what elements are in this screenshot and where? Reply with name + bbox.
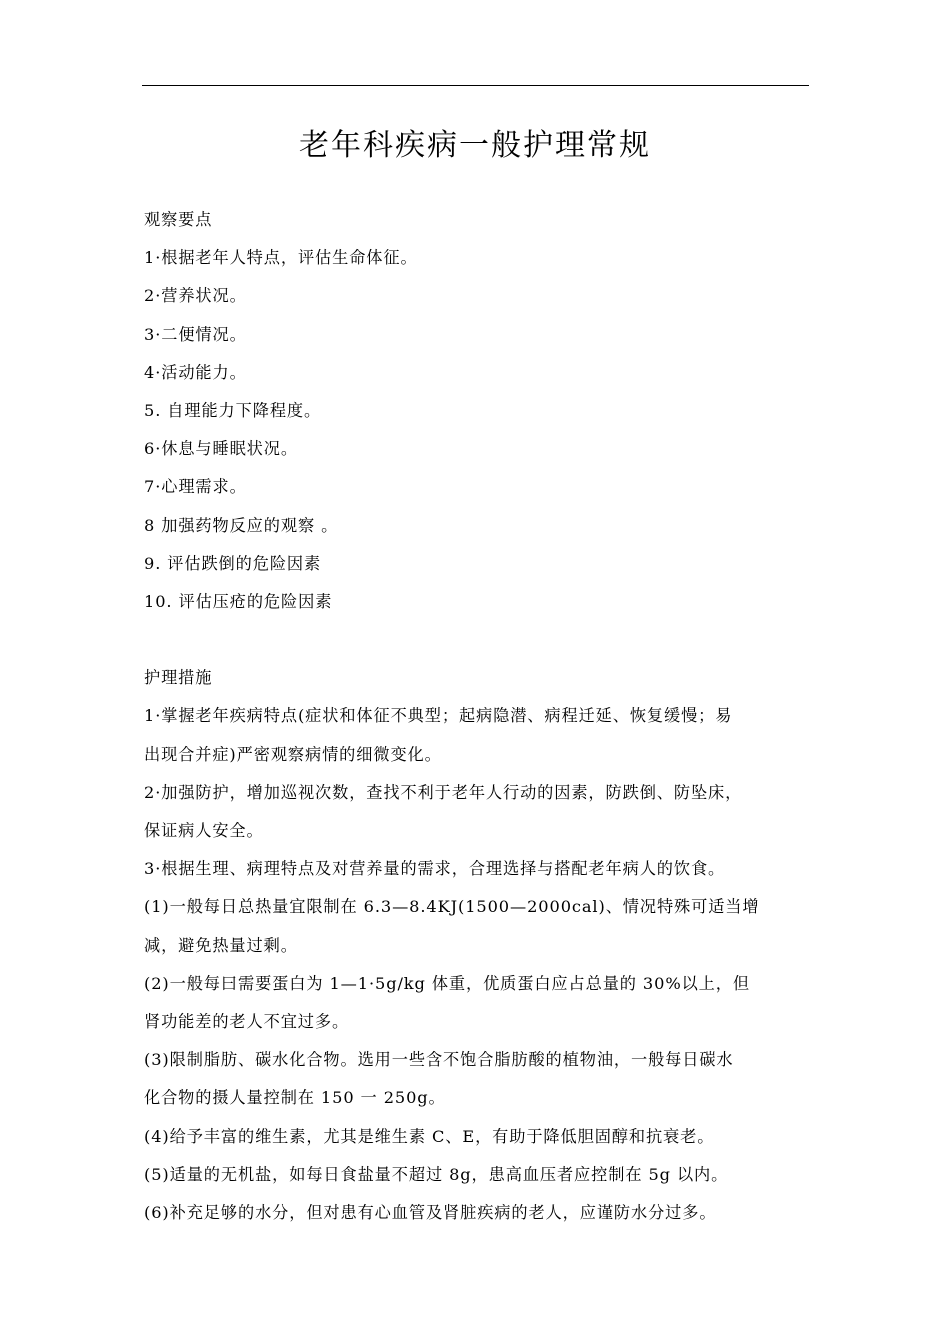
measure-line: (4)给予丰富的维生素，尤其是维生素 C、E，有助于降低胆固醇和抗衰老。 xyxy=(144,1126,715,1146)
measures-section xyxy=(144,659,812,1232)
measure-line: 3·根据生理、病理特点及对营养量的需求，合理选择与搭配老年病人的饮食。 xyxy=(144,859,726,879)
header-rule xyxy=(142,85,809,86)
section-heading-observation: 观察要点 xyxy=(144,210,213,229)
observation-item: 2·营养状况。 xyxy=(144,286,247,306)
measure-line: 2·加强防护，增加巡视次数，查找不利于老年人行动的因素，防跌倒、防坠床， xyxy=(144,782,743,802)
measure-line: 肾功能差的老人不宜过多。 xyxy=(144,1012,350,1032)
observation-item: 9. 评估跌倒的危险因素 xyxy=(144,553,322,573)
document-title: 老年科疾病一般护理常规 xyxy=(299,128,651,164)
observation-item: 10. 评估压疮的危险因素 xyxy=(144,592,333,612)
measure-line: (5)适量的无机盐，如每日食盐量不超过 8g，患高血压者应控制在 5g 以内。 xyxy=(144,1164,729,1184)
observation-item: 6·休息与睡眠状况。 xyxy=(144,439,298,459)
measure-line: 保证病人安全。 xyxy=(144,821,264,841)
measure-line: (1)一般每日总热量宜限制在 6.3—8.4KJ(1500—2000cal)、情况特殊可适当增 xyxy=(144,897,760,917)
observation-item: 5. 自理能力下降程度。 xyxy=(144,401,322,421)
measure-line: 减，避免热量过剩。 xyxy=(144,935,298,955)
section-heading-measures: 护理措施 xyxy=(144,668,213,688)
observation-section xyxy=(144,201,812,621)
section-spacer xyxy=(144,621,812,659)
observation-item: 8 加强药物反应的观察 。 xyxy=(144,515,339,535)
measure-line: (2)一般每曰需要蛋白为 1—1·5g/kg 体重，优质蛋白应占总量的 30%以上，但 xyxy=(144,973,750,993)
measure-line: 1·掌握老年疾病特点(症状和体征不典型；起病隐潜、病程迁延、恢复缓慢；易 xyxy=(144,706,733,726)
observation-item: 7·心理需求。 xyxy=(144,477,247,497)
observation-item: 1·根据老年人特点，评估生命体征。 xyxy=(144,248,418,268)
measure-line: 化合物的摄人量控制在 150 一 250g。 xyxy=(144,1088,446,1108)
measure-line: (3)限制脂肪、碳水化合物。选用一些含不饱合脂肪酸的植物油，一般每日碳水 xyxy=(144,1050,734,1070)
observation-item: 4·活动能力。 xyxy=(144,362,247,382)
document-body xyxy=(144,201,812,1232)
measure-line: 出现合并症)严密观察病情的细微变化。 xyxy=(144,744,442,764)
observation-item: 3·二便情况。 xyxy=(144,324,247,344)
measure-line: (6)补充足够的水分，但对患有心血管及肾脏疾病的老人，应谨防水分过多。 xyxy=(144,1203,717,1223)
